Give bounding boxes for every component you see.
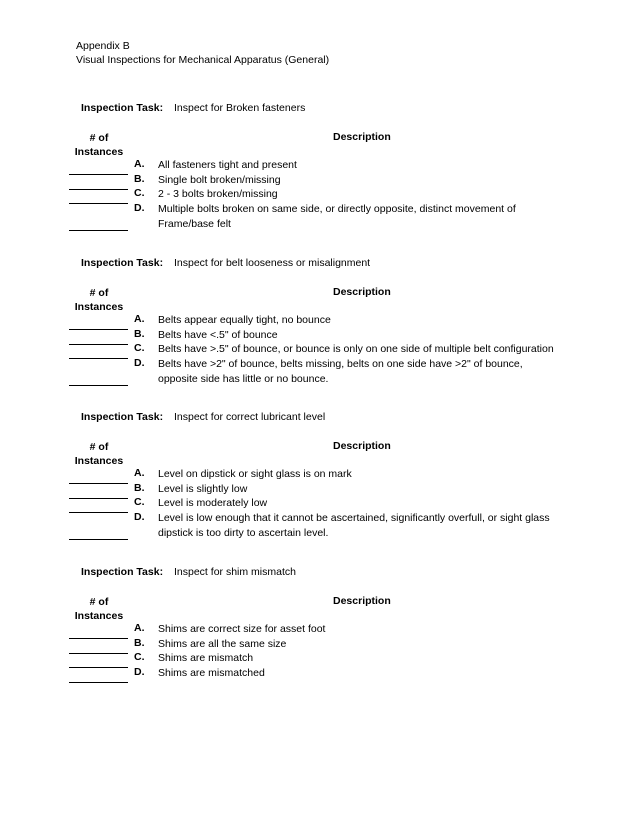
description-column-header: Description bbox=[333, 595, 391, 607]
item-text: Shims are all the same size bbox=[158, 638, 287, 650]
task-row bbox=[81, 102, 306, 114]
item-text: Belts have >.5" of bounce, or bounce is only on one side of multiple belt configuration bbox=[158, 343, 554, 355]
instance-count-blank[interactable] bbox=[69, 498, 128, 499]
item-letter: D. bbox=[134, 357, 145, 369]
task-row bbox=[81, 411, 326, 423]
instance-count-blank[interactable] bbox=[69, 483, 128, 484]
item-text: Level on dipstick or sight glass is on mark bbox=[158, 468, 352, 480]
document-header bbox=[76, 39, 329, 67]
item-letter: C. bbox=[134, 187, 145, 199]
instance-count-blank[interactable] bbox=[69, 539, 128, 540]
count-header-line1: # of bbox=[89, 287, 109, 299]
item-text: Shims are correct size for asset foot bbox=[158, 623, 326, 635]
description-column-header: Description bbox=[333, 131, 391, 143]
item-text: Shims are mismatch bbox=[158, 652, 254, 664]
task-row bbox=[81, 257, 371, 269]
count-header-line2: Instances bbox=[74, 455, 124, 467]
description-column-header: Description bbox=[333, 440, 391, 452]
count-column-header bbox=[73, 286, 125, 314]
instance-count-blank[interactable] bbox=[69, 638, 128, 639]
item-letter: B. bbox=[134, 328, 145, 340]
item-letter: C. bbox=[134, 496, 145, 508]
task-label: Inspection Task: bbox=[81, 411, 164, 423]
count-column-header bbox=[73, 440, 125, 468]
item-letter: A. bbox=[134, 158, 145, 170]
item-text: Belts have <.5" of bounce bbox=[158, 329, 278, 341]
item-text: Belts appear equally tight, no bounce bbox=[158, 314, 331, 326]
count-column-header bbox=[73, 131, 125, 159]
item-letter: A. bbox=[134, 313, 145, 325]
item-text: Belts have >2" of bounce, belts missing, belts on one side have >2" of bounce, opposite side has little or no bounce. bbox=[158, 358, 523, 385]
item-text: 2 - 3 bolts broken/missing bbox=[158, 188, 278, 200]
item-letter: B. bbox=[134, 482, 145, 494]
count-header-line2: Instances bbox=[74, 301, 124, 313]
count-header-line2: Instances bbox=[74, 610, 124, 622]
instance-count-blank[interactable] bbox=[69, 174, 128, 175]
instance-count-blank[interactable] bbox=[69, 230, 128, 231]
item-text: Multiple bolts broken on same side, or directly opposite, distinct movement of Frame/base felt bbox=[158, 203, 516, 230]
instance-count-blank[interactable] bbox=[69, 344, 128, 345]
item-text: Level is moderately low bbox=[158, 497, 268, 509]
instance-count-blank[interactable] bbox=[69, 385, 128, 386]
item-letter: A. bbox=[134, 467, 145, 479]
item-letter: B. bbox=[134, 173, 145, 185]
task-label: Inspection Task: bbox=[81, 566, 164, 578]
instance-count-blank[interactable] bbox=[69, 203, 128, 204]
item-letter: C. bbox=[134, 651, 145, 663]
item-letter: D. bbox=[134, 511, 145, 523]
task-value: Inspect for correct lubricant level bbox=[174, 411, 326, 423]
item-text: Level is low enough that it cannot be ascertained, significantly overfull, or sight glass dipstick is too dirty to ascertain level. bbox=[158, 512, 550, 539]
item-letter: D. bbox=[134, 666, 145, 678]
item-text: All fasteners tight and present bbox=[158, 159, 297, 171]
count-header-line1: # of bbox=[89, 132, 109, 144]
task-value: Inspect for shim mismatch bbox=[174, 566, 296, 578]
item-text: Single bolt broken/missing bbox=[158, 174, 281, 186]
item-letter: D. bbox=[134, 202, 145, 214]
description-column-header: Description bbox=[333, 286, 391, 298]
task-row bbox=[81, 566, 296, 578]
task-label: Inspection Task: bbox=[81, 257, 164, 269]
item-text: Level is slightly low bbox=[158, 483, 248, 495]
count-header-line1: # of bbox=[89, 596, 109, 608]
count-column-header bbox=[73, 595, 125, 623]
instance-count-blank[interactable] bbox=[69, 667, 128, 668]
item-text: Shims are mismatched bbox=[158, 667, 265, 679]
count-header-line1: # of bbox=[89, 441, 109, 453]
item-letter: C. bbox=[134, 342, 145, 354]
task-value: Inspect for belt looseness or misalignment bbox=[174, 257, 371, 269]
instance-count-blank[interactable] bbox=[69, 512, 128, 513]
appendix-title: Appendix B bbox=[76, 40, 130, 52]
instance-count-blank[interactable] bbox=[69, 682, 128, 683]
instance-count-blank[interactable] bbox=[69, 329, 128, 330]
task-value: Inspect for Broken fasteners bbox=[174, 102, 306, 114]
instance-count-blank[interactable] bbox=[69, 189, 128, 190]
item-letter: A. bbox=[134, 622, 145, 634]
instance-count-blank[interactable] bbox=[69, 358, 128, 359]
item-letter: B. bbox=[134, 637, 145, 649]
document-title: Visual Inspections for Mechanical Apparatus (General) bbox=[76, 54, 330, 66]
instance-count-blank[interactable] bbox=[69, 653, 128, 654]
count-header-line2: Instances bbox=[74, 146, 124, 158]
task-label: Inspection Task: bbox=[81, 102, 164, 114]
